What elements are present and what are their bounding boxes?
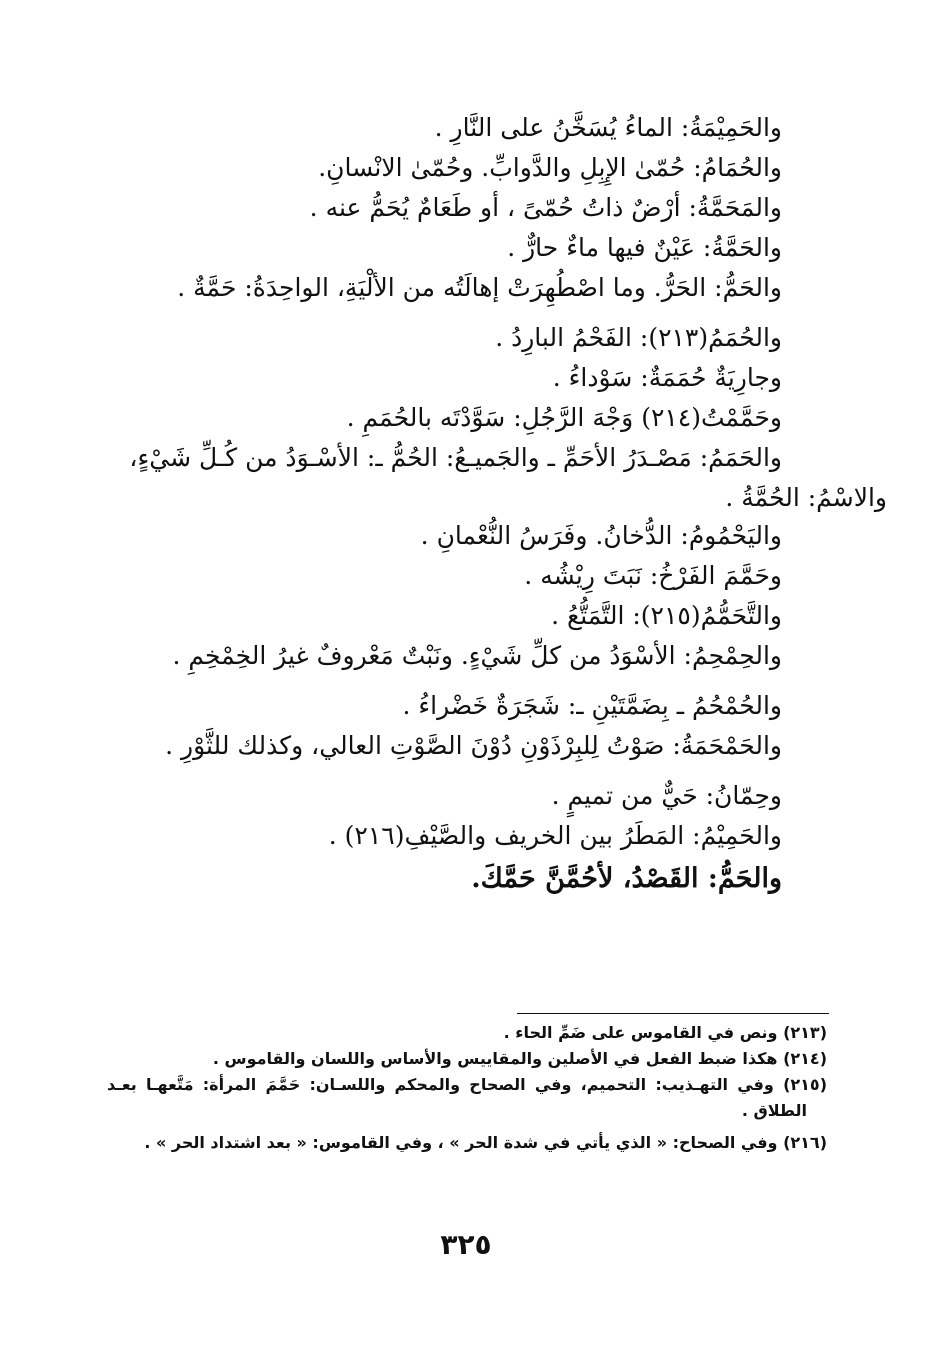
entry-line: والحِمْحِمُ: الأسْوَدُ من كلِّ شَيْءٍ. ونَبْتٌ مَعْروفٌ غيرُ الخِمْخِمِ .: [172, 641, 782, 670]
entry-line: والحَمِيْمَةُ: الماءُ يُسَخَّنُ على النَّارِ .: [434, 113, 782, 142]
footnote: (٢١٥) وفي التهـذيب: التحميم، وفي الصحاح والمحكم واللسـان: حَمَّمَ المرأة: مَتَّعهـا بعـد: [107, 1075, 827, 1094]
entry-line: والتَّحَمُّمُ(٢١٥): التَّمَتُّعُ .: [551, 601, 782, 630]
entry-line: وجارِيَةٌ حُمَمَةٌ: سَوْداءُ .: [552, 363, 782, 392]
footnotes: [107, 1020, 827, 1156]
footnote: (٢١٤) هكذا ضبط الفعل في الأصلين والمقاييس والأساس واللسان والقاموس .: [212, 1049, 827, 1068]
entry-line: وحَمَّمَ الفَرْخُ: نَبَتَ رِيْشُه .: [524, 561, 782, 590]
entry-line: والحَمَمُ: مَصْـدَرُ الأحَمِّ ـ والجَميـعُ: الحُمُّ ـ: الأسْـوَدُ من كُـلِّ شَيْءٍ،: [129, 443, 782, 472]
entry-line: واليَحْمُومُ: الدُّخانُ. وفَرَسُ النُّعْمانِ .: [420, 521, 782, 550]
entry-line: وحِمّانُ: حَيٌّ من تميمٍ .: [551, 781, 782, 810]
entry-line: والحَمَّةُ: عَيْنٌ فيها ماءٌ حارٌّ .: [507, 233, 782, 262]
footnote-continuation: الطلاق .: [741, 1101, 807, 1120]
footnote: (٢١٣) ونص في القاموس على ضَمِّ الحاء .: [503, 1023, 827, 1042]
entry-line: والحَمُّ: الحَرُّ. وما اصْطُهِرَتْ إهالَتُه من الألْيَةِ، الواحِدَةُ: حَمَّةٌ .: [177, 273, 782, 302]
page-number: ٣٢٥: [440, 1228, 492, 1261]
entry-line: والحَمِيْمُ: المَطَرُ بين الخريف والصَّيْفِ(٢١٦) .: [328, 821, 782, 850]
entry-line: والحُمْحُمُ ـ بِضَمَّتَيْنِ ـ: شَجَرَةٌ خَضْراءُ .: [402, 691, 782, 720]
entry-line: والمَحَمَّةُ: أرْضٌ ذاتُ حُمّىً ، أو طَعَامٌ يُحَمُّ عنه .: [309, 193, 782, 222]
entry-line: وحَمَّمْتُ(٢١٤) وَجْهَ الرَّجُلِ: سَوَّدْتَه بالحُمَمِ .: [346, 403, 782, 432]
entry-line: والحُمَامُ: حُمّىٰ الإِبِلِ والدَّوابِّ. وحُمّىٰ الانْسانِ.: [318, 153, 782, 182]
footnote-separator: [517, 1013, 829, 1014]
entry-line: والحُمَمُ(٢١٣): الفَحْمُ البارِدُ .: [495, 323, 782, 352]
main-text: [92, 108, 887, 902]
entry-line: والحَمْحَمَةُ: صَوْتُ لِلبِرْذَوْنِ دُوْنَ الصَّوْتِ العالي، وكذلك للثَّوْرِ .: [165, 731, 782, 760]
entry-line-continuation: والاسْمُ: الحُمَّةُ .: [725, 483, 887, 512]
entry-line: والحَمُّ: القَصْدُ، لأحُمَّنَّ حَمَّكَ.: [471, 863, 782, 894]
footnote: (٢١٦) وفي الصحاح: « الذي يأتي في شدة الحر » ، وفي القاموس: « بعد اشتداد الحر » .: [144, 1133, 827, 1152]
